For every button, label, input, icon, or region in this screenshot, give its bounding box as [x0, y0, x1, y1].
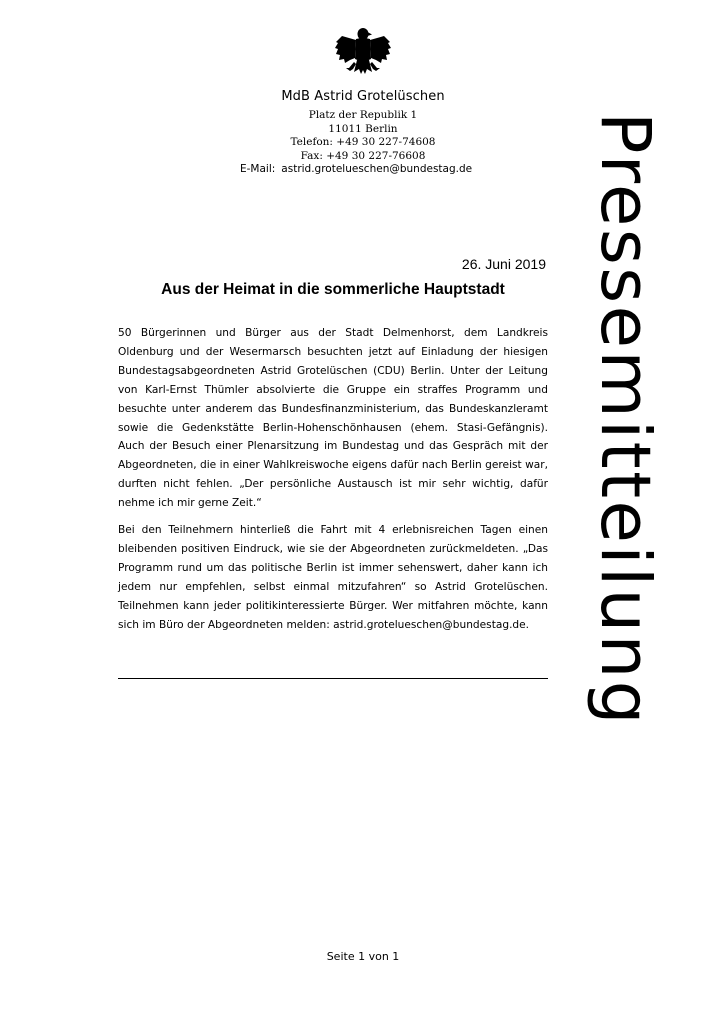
body-text — [118, 324, 548, 643]
address-street: Platz der Republik 1 — [308, 109, 418, 121]
paragraph: 50 Bürgerinnen und Bürger aus der Stadt Delmenhorst, dem Landkreis Oldenburg und der Wesermarsch besuchten jetzt auf Einladung der hiesigen Bundestagsabgeordneten Astrid Grotelüschen (CDU) Berlin. Unter der Leitung von Karl-Ernst Thümler absolvierte die Gruppe ein straffes Programm und besuchte unter anderem das Bundesfinanzministerium, das Bundeskanzleramt sowie die Gedenkstätte Berlin-Hohenschönhausen (ehem. Stasi-Gefängnis). Auch der Besuch einer Plenarsitzung im Bundestag und das Gespräch mit der Abgeordneten, die in einer Wahlkreiswoche eigens dafür nach Berlin gereist war, durften nicht fehlen. „Der persönliche Austausch ist mir sehr wichtig, dafür nehme ich mir gerne Zeit.“ — [118, 327, 548, 510]
address-block — [200, 109, 526, 163]
divider-line — [118, 678, 548, 679]
email-label: E-Mail: — [240, 163, 276, 175]
release-date: 26. Juni 2019 — [461, 256, 546, 272]
address-phone: Telefon: +49 30 227-74608 — [290, 136, 436, 149]
address-city: 11011 Berlin — [328, 122, 398, 135]
address-fax: Fax: +49 30 227-76608 — [300, 149, 426, 162]
mdb-name: MdB Astrid Grotelüschen — [281, 89, 445, 104]
headline: Aus der Heimat in die sommerliche Hauptstadt — [161, 281, 505, 298]
federal-eagle-icon — [334, 26, 392, 80]
page-footer: Seite 1 von 1 — [326, 950, 400, 963]
paragraph: Bei den Teilnehmern hinterließ die Fahrt mit 4 erlebnisreichen Tagen einen bleibenden positiven Eindruck, wie sie der Abgeordneten zurückmeldeten. „Das Programm rund um das politische Berlin ist immer sehenswert, daher kann ich jedem nur empfehlen, selbst einmal mitzufahren“ so Astrid Grotelüschen. Teilnehmen kann jeder politikinteressierte Bürger. Wer mitfahren möchte, kann sich im Büro der Abgeordneten melden: astrid.grotelueschen@bundestag.de. — [118, 524, 548, 631]
email-line — [240, 163, 472, 175]
email-address: astrid.grotelueschen@bundestag.de — [281, 163, 473, 175]
vertical-banner: Pressemitteilung — [585, 112, 665, 727]
